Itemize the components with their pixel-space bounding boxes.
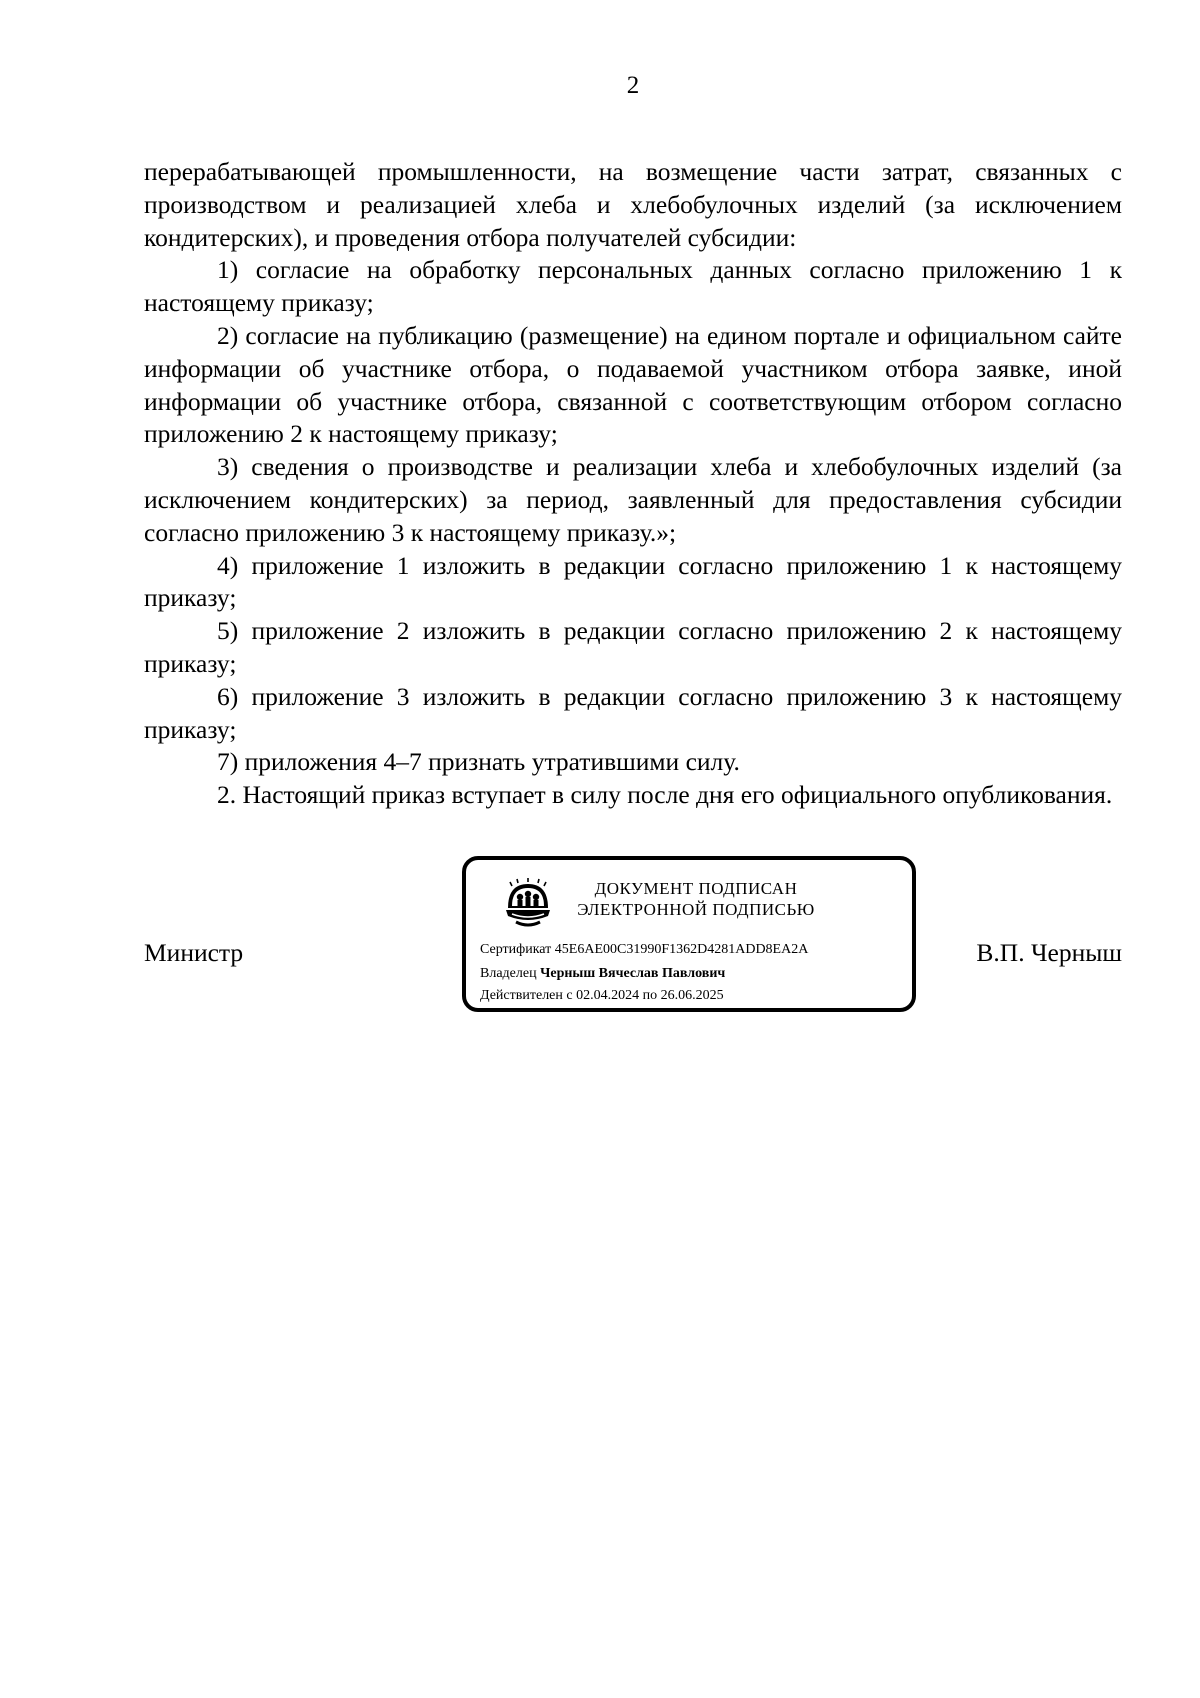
document-body	[144, 156, 1122, 812]
certificate-value: 45E6AE00C31990F1362D4281ADD8EA2A	[554, 942, 809, 957]
electronic-signature-stamp	[462, 856, 916, 1012]
owner-value: Черныш Вячеслав Павлович	[540, 966, 726, 981]
regional-coat-of-arms-icon	[502, 878, 554, 930]
valid-from: 02.04.2024	[576, 988, 640, 1003]
signer-role: Министр	[144, 938, 244, 967]
stamp-owner	[480, 966, 725, 982]
paragraph-item-3: 3) сведения о производстве и реализации хлеба и хлебобулочных изделий (за исключением кондитерских) за период, заявленный для предоставления субсидии согласно приложению 3 к настоящему приказу.»;	[144, 452, 1122, 547]
valid-to: 26.06.2025	[660, 988, 724, 1003]
signature-block	[144, 856, 1122, 1016]
stamp-title	[566, 878, 826, 920]
paragraph-intro: перерабатывающей промышленности, на возмещение части затрат, связанных с производством и реализацией хлеба и хлебобулочных изделий (за исключением кондитерских), и проведения отбора получателей субсидии:	[144, 157, 1122, 252]
stamp-certificate	[480, 942, 808, 958]
page-number: 2	[626, 72, 640, 99]
signer-name: В.П. Черныш	[976, 938, 1122, 967]
stamp-title-line-1: ДОКУМЕНТ ПОДПИСАН	[594, 879, 798, 898]
stamp-title-line-2: ЭЛЕКТРОННОЙ ПОДПИСЬЮ	[577, 900, 815, 919]
valid-label: Действителен с	[480, 988, 573, 1003]
paragraph-item-1: 1) согласие на обработку персональных данных согласно приложению 1 к настоящему приказу;	[144, 255, 1122, 318]
paragraph-item-5: 5) приложение 2 изложить в редакции согласно приложению 2 к настоящему приказу;	[144, 616, 1122, 678]
valid-to-label: по	[642, 988, 658, 1003]
certificate-label: Сертификат	[480, 942, 552, 957]
paragraph-clause-2: 2. Настоящий приказ вступает в силу после дня его официального опубликования.	[217, 780, 1113, 810]
paragraph-item-4: 4) приложение 1 изложить в редакции согласно приложению 1 к настоящему приказу;	[144, 550, 1122, 613]
paragraph-item-7: 7) приложения 4–7 признать утратившими силу.	[217, 747, 740, 777]
stamp-validity	[480, 988, 724, 1004]
paragraph-item-6: 6) приложение 3 изложить в редакции согласно приложению 3 к настоящему приказу;	[144, 681, 1122, 744]
paragraph-item-2: 2) согласие на публикацию (размещение) на едином портале и официальном сайте информации об участнике отбора, о подаваемой участником отбора заявке, иной информации об участнике отбора, связанной с соответствующим отбором согласно приложению 2 к настоящему приказу;	[144, 320, 1122, 449]
owner-label: Владелец	[480, 966, 537, 981]
